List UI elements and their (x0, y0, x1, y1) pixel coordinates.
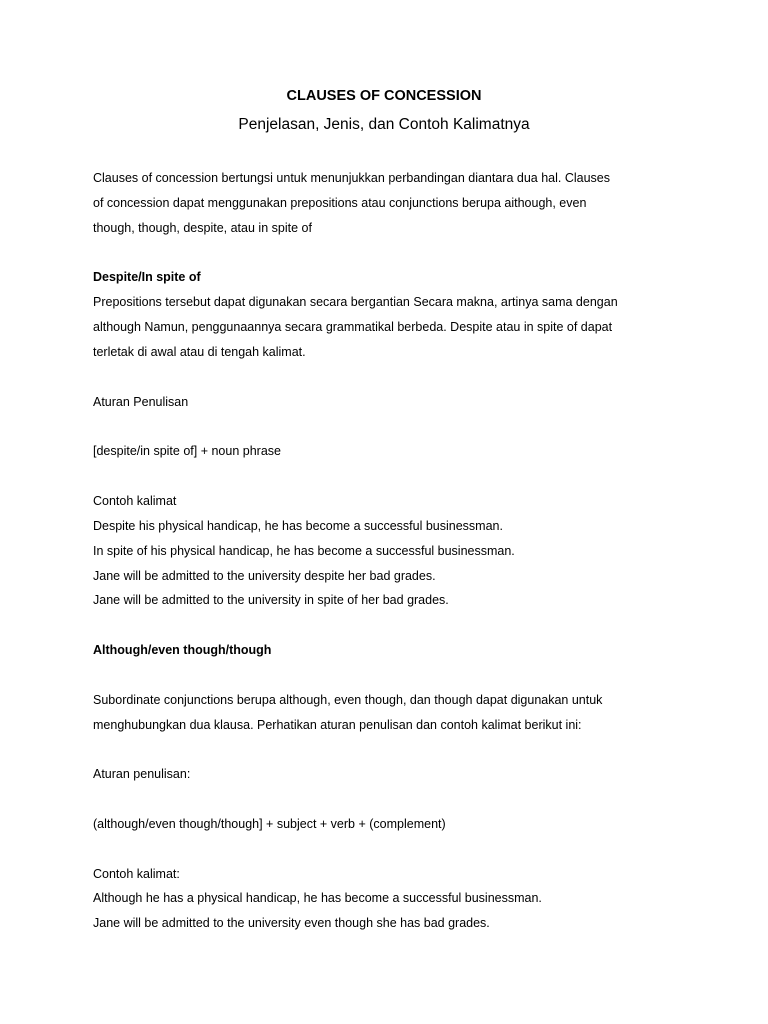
paragraph-gap (93, 464, 653, 489)
intro-line: though, though, despite, atau in spite of (93, 220, 312, 235)
section2-example: Although he has a physical handicap, he has become a successful businessman. (93, 891, 542, 906)
paragraph-gap (93, 837, 653, 862)
paragraph-gap (93, 613, 653, 638)
document-body (93, 166, 653, 936)
section1-paragraph-line: Prepositions tersebut dapat digunakan secara bergantian Secara makna, artinya sama dengan (93, 295, 618, 310)
section2-examples-label: Contoh kalimat: (93, 866, 180, 881)
paragraph-gap (93, 414, 653, 439)
paragraph-gap (93, 365, 653, 390)
section-heading-although: Although/even though/though (93, 643, 272, 658)
intro-line: of concession dapat menggunakan prepositions atau conjunctions berupa aithough, even (93, 195, 587, 210)
document-subtitle: Penjelasan, Jenis, dan Contoh Kalimatnya (238, 116, 530, 133)
section1-example: In spite of his physical handicap, he has become a successful businessman. (93, 543, 515, 558)
section-heading-despite: Despite/In spite of (93, 270, 201, 285)
section2-paragraph-line: Subordinate conjunctions berupa although, even though, dan though dapat digunakan untuk (93, 692, 603, 707)
paragraph-gap (93, 241, 653, 266)
section1-paragraph-line: terletak di awal atau di tengah kalimat. (93, 344, 306, 359)
section1-example: Jane will be admitted to the university in spite of her bad grades. (93, 593, 449, 608)
section1-rule-label: Aturan Penulisan (93, 394, 189, 409)
paragraph-gap (93, 787, 653, 812)
section1-examples-label: Contoh kalimat (93, 493, 177, 508)
section2-rule: (although/even though/though] + subject + verb + (complement) (93, 816, 446, 831)
paragraph-gap (93, 737, 653, 762)
document-title: CLAUSES OF CONCESSION (286, 88, 482, 104)
section1-example: Despite his physical handicap, he has become a successful businessman. (93, 518, 503, 533)
section2-rule-label: Aturan penulisan: (93, 767, 191, 782)
section1-paragraph-line: although Namun, penggunaannya secara grammatikal berbeda. Despite atau in spite of dapat (93, 320, 613, 335)
section2-paragraph-line: menghubungkan dua klausa. Perhatikan aturan penulisan dan contoh kalimat berikut ini: (93, 717, 582, 732)
paragraph-gap (93, 663, 653, 688)
section2-example: Jane will be admitted to the university even though she has bad grades. (93, 916, 490, 931)
section1-rule: [despite/in spite of] + noun phrase (93, 444, 281, 459)
intro-line: Clauses of concession bertungsi untuk menunjukkan perbandingan diantara dua hal. Clauses (93, 171, 611, 185)
section1-example: Jane will be admitted to the university despite her bad grades. (93, 568, 436, 583)
